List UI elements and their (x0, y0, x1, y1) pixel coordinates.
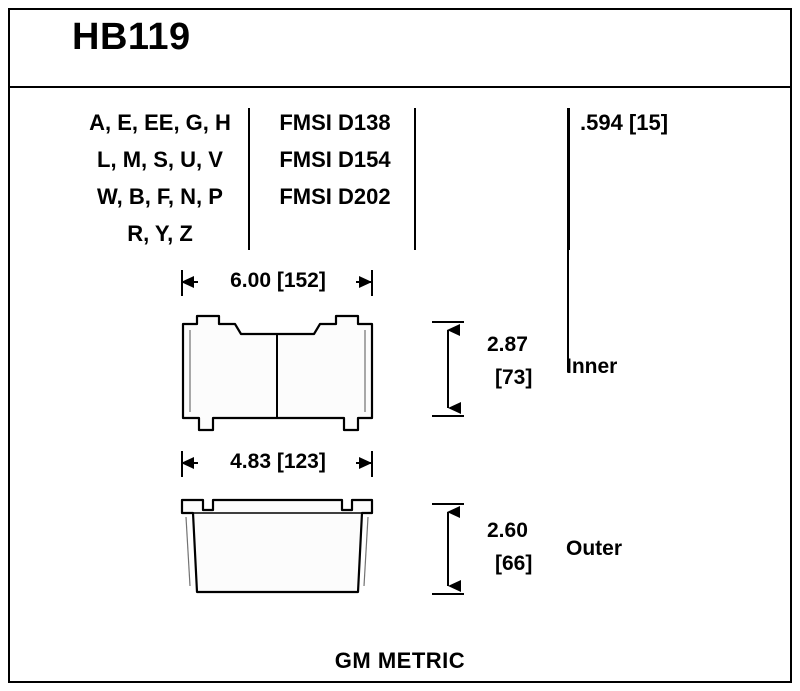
compound-row: L, M, S, U, V (97, 147, 223, 172)
inner-position-label: Inner (566, 355, 618, 378)
compound-row: A, E, EE, G, H (89, 110, 231, 135)
fmsi-column (262, 104, 408, 215)
outer-height-label-inches: 2.60 (487, 519, 528, 542)
outer-position-label: Outer (566, 537, 623, 560)
table-divider-1 (248, 108, 250, 250)
compound-column (80, 104, 240, 252)
inner-height-label-inches: 2.87 (487, 333, 528, 356)
fmsi-row: FMSI D154 (279, 147, 391, 172)
compound-row: W, B, F, N, P (97, 184, 223, 209)
outer-height-label-mm: [66] (495, 552, 533, 575)
inner-height-label-mm: [73] (495, 366, 533, 389)
table-divider-3 (568, 108, 570, 250)
fmsi-row: FMSI D202 (279, 184, 391, 209)
compound-row: R, Y, Z (127, 221, 193, 246)
page-title: HB119 (72, 16, 191, 58)
fmsi-row: FMSI D138 (279, 110, 391, 135)
inner-width-label: 6.00 [152] (230, 269, 326, 292)
spec-table (80, 104, 720, 254)
outer-width-label: 4.83 [123] (230, 450, 326, 473)
table-divider-2 (414, 108, 416, 250)
header-divider (10, 86, 790, 88)
thickness-value: .594 [15] (580, 110, 669, 135)
footer-caption: GM METRIC (334, 648, 466, 673)
